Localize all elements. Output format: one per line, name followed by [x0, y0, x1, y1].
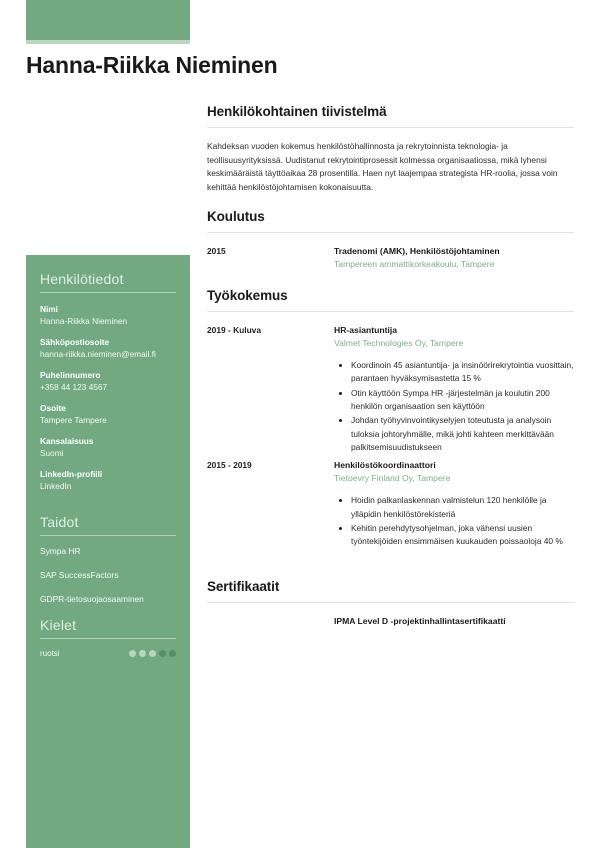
field-value[interactable]: LinkedIn	[40, 481, 72, 492]
experience-date: 2019 - Kuluva	[207, 325, 261, 335]
experience-organization: Tietoevry Finland Oy, Tampere	[334, 473, 451, 484]
skill-item: Sympa HR	[40, 546, 81, 557]
candidate-name: Hanna-Riikka Nieminen	[26, 52, 278, 78]
skills-title: Taidot	[40, 514, 79, 531]
sidebar-section-skills	[40, 514, 176, 605]
header-accent-shadow	[26, 40, 190, 44]
experience-bullet-list	[334, 494, 574, 548]
experience-date: 2015 - 2019	[207, 460, 252, 471]
language-level-dots	[129, 650, 176, 657]
education-date: 2015	[207, 246, 226, 256]
field-label: LinkedIn-profiili	[40, 469, 103, 480]
sidebar	[26, 255, 190, 848]
personal-detail-linkedin	[40, 468, 176, 492]
level-dot-filled	[159, 650, 166, 657]
section-education	[207, 209, 574, 275]
experience-role: Henkilöstökoordinaattori	[334, 460, 436, 471]
certificate-name: IPMA Level D -projektinhallintasertifikaatti	[334, 616, 506, 626]
certificates-rule	[207, 602, 574, 603]
languages-title: Kielet	[40, 617, 77, 634]
experience-rule	[207, 311, 574, 312]
experience-entry	[207, 324, 574, 455]
education-title: Koulutus	[207, 209, 265, 224]
education-degree: Tradenomi (AMK), Henkilöstöjohtaminen	[334, 246, 500, 256]
certificate-entry	[207, 615, 574, 628]
experience-title: Työkokemus	[207, 288, 288, 303]
experience-role: HR-asiantuntija	[334, 325, 398, 335]
section-work-experience	[207, 288, 574, 554]
level-dot	[139, 650, 146, 657]
education-institution: Tampereen ammattikorkeakoulu, Tampere	[334, 258, 495, 269]
level-dot	[129, 650, 136, 657]
field-label: Nimi	[40, 304, 58, 314]
field-value: Suomi	[40, 448, 64, 459]
experience-organization: Valmet Technologies Oy, Tampere	[334, 337, 464, 348]
experience-body	[334, 459, 574, 549]
field-value: +358 44 123 4567	[40, 382, 108, 393]
field-label: Puhelinnumero	[40, 370, 101, 381]
experience-bullet: Otin käyttöön Sympa HR -järjestelmän ja koulutin 200 henkilön organisaation sen käyttöön	[334, 387, 574, 414]
skill-item: GDPR-tietosuojaosaaminen	[40, 593, 144, 604]
skills-divider	[40, 535, 176, 536]
field-label: Kansalaisuus	[40, 436, 94, 447]
certificate-date-spacer	[207, 615, 334, 628]
sidebar-section-languages	[40, 617, 176, 658]
sidebar-section-personal-details	[40, 271, 176, 492]
education-entry	[207, 245, 574, 271]
personal-details-title: Henkilötiedot	[40, 271, 124, 287]
level-dot-filled	[169, 650, 176, 657]
personal-detail-phone	[40, 369, 176, 393]
personal-detail-name	[40, 303, 176, 327]
sidebar-spacer	[40, 501, 176, 514]
language-item	[40, 649, 176, 658]
personal-detail-nationality	[40, 435, 176, 459]
experience-body	[334, 324, 574, 455]
header-accent-block	[26, 0, 190, 40]
education-body	[334, 245, 574, 271]
personal-detail-email	[40, 336, 176, 360]
field-value: Tampere Tampere	[40, 415, 107, 426]
certificates-title: Sertifikaatit	[207, 579, 280, 594]
experience-entry	[207, 459, 574, 549]
summary-title: Henkilökohtainen tiivistelmä	[207, 104, 387, 119]
education-rule	[207, 232, 574, 233]
experience-bullet: Johdan työhyvinvointikyselyjen toteutusta ja analysoin tuloksia johtoryhmälle, mikä johti kahteen merkittävään palkitsemisuudistukseen	[334, 414, 574, 454]
languages-divider	[40, 638, 176, 639]
level-dot	[149, 650, 156, 657]
summary-rule	[207, 127, 574, 128]
section-personal-summary	[207, 104, 574, 194]
experience-bullet: Kehitin perehdytysohjelman, joka vähensi uusien työntekijöiden ensimmäisen kuukauden poissaoloja 40 %	[334, 522, 574, 549]
experience-bullet-list	[334, 359, 574, 454]
field-value: hanna-riikka.nieminen@email.fi	[40, 349, 156, 360]
personal-details-divider	[40, 292, 176, 293]
field-value: Hanna-Riikka Nieminen	[40, 316, 128, 327]
language-name: ruotsi	[40, 649, 60, 659]
experience-bullet: Koordinoin 45 asiantuntija- ja insinöörirekrytointia vuosittain, parantaen hyväksymisastetta 15 %	[334, 359, 574, 386]
field-label: Osoite	[40, 403, 66, 414]
section-certificates	[207, 579, 574, 628]
skill-item: SAP SuccessFactors	[40, 569, 119, 580]
field-label: Sähköpostiosoite	[40, 337, 110, 348]
summary-text: Kahdeksan vuoden kokemus henkilöstöhallinnosta ja rekrytoinnista teknologia- ja teollisuusyrityksissä. Uudistanut rekrytointiprosessit kolmessa organisaatiossa, mikä lyhensi keskimääräistä täyttöaikaa 28 prosentilla. Haen nyt laajempaa strategista HR-roolia, jossa voin kehittää henkilöstöjohtamisen kokonaisuutta.	[207, 141, 558, 192]
personal-detail-address	[40, 402, 176, 426]
experience-bullet: Hoidin palkanlaskennan valmistelun 120 henkilölle ja ylläpidin henkilöstörekisteriä	[334, 494, 574, 521]
